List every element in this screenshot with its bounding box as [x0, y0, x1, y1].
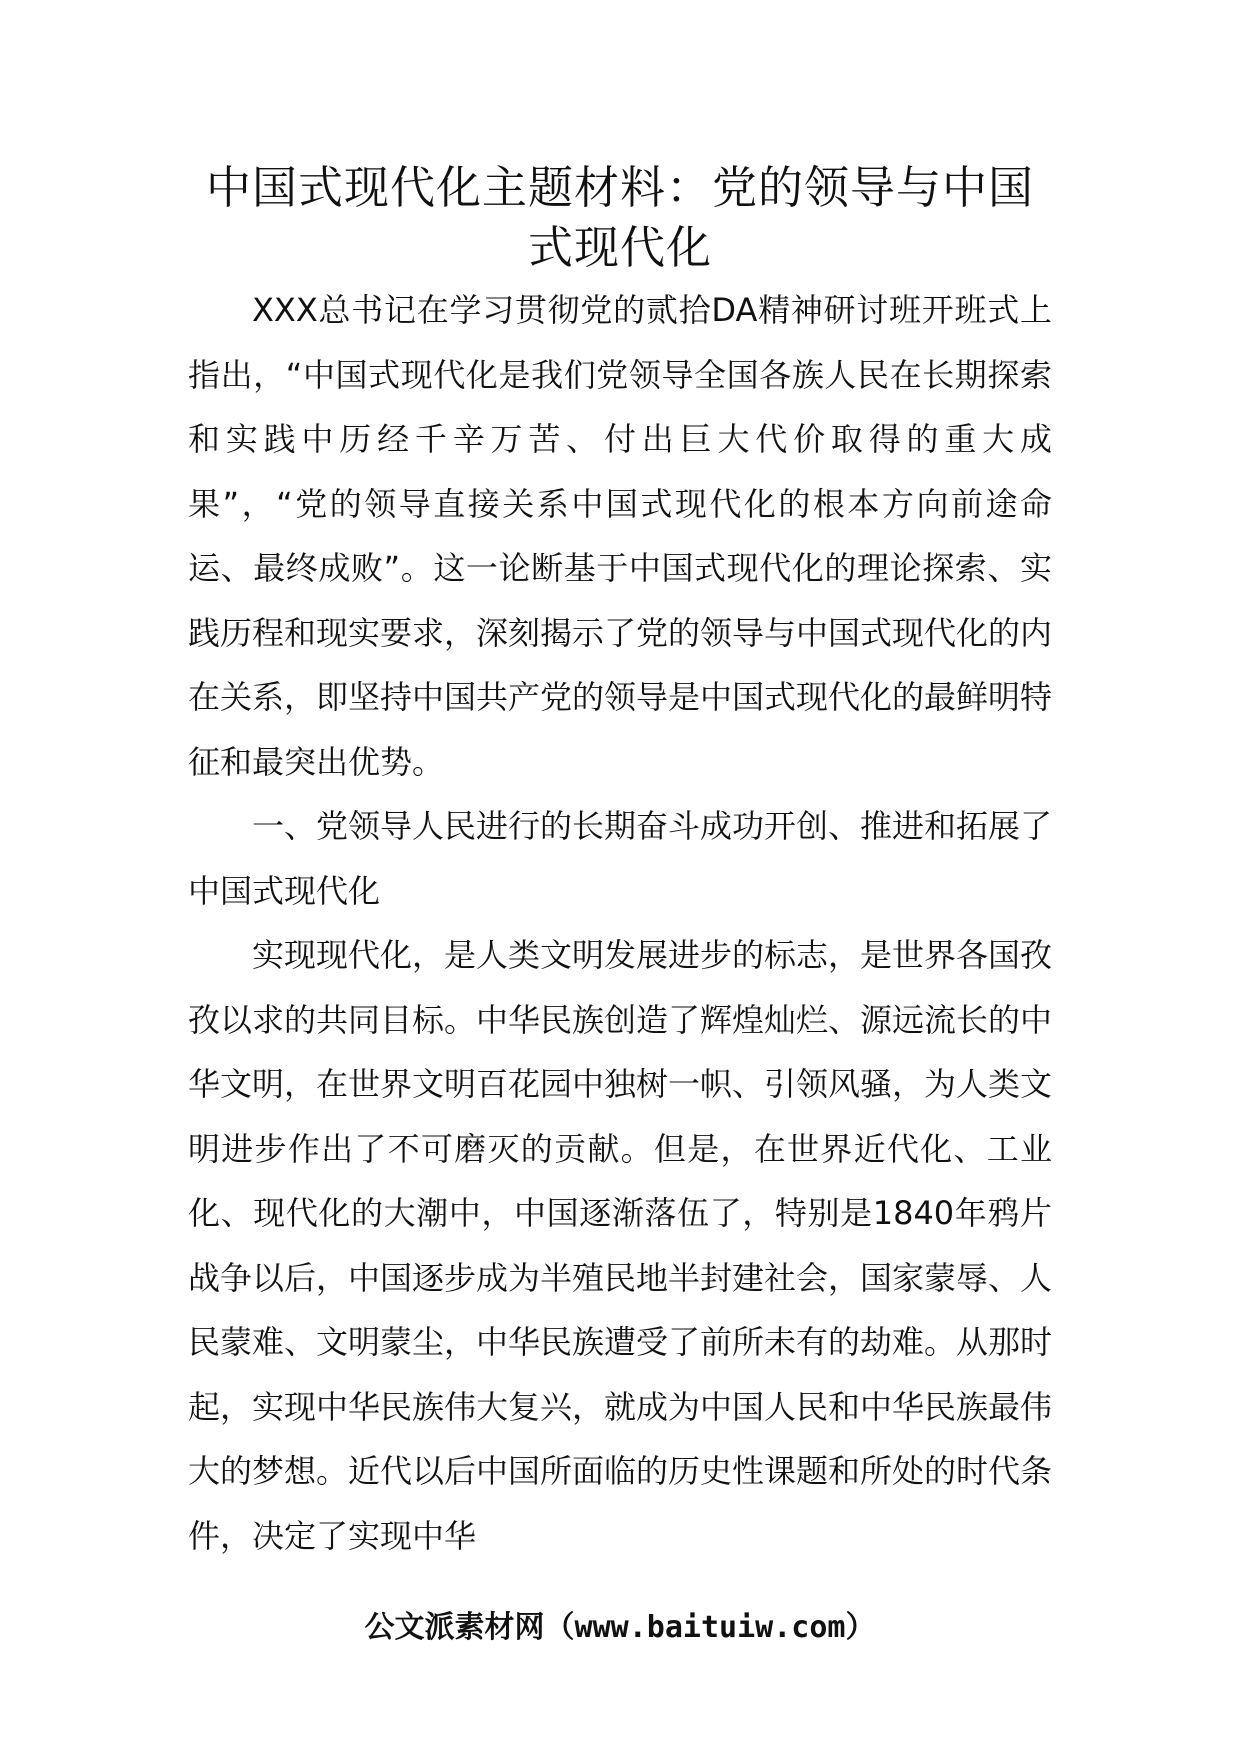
- paragraph-intro: XXX总书记在学习贯彻党的贰拾DA精神研讨班开班式上指出，“中国式现代化是我们党领导全国各族人民在长期探索和实践中历经千辛万苦、付出巨大代价取得的重大成果”，“党的领导直接关系中国式现代化的根本方向前途命运、最终成败”。这一论断基于中国式现代化的理论探索、实践历程和现实要求，深刻揭示了党的领导与中国式现代化的内在关系，即坚持中国共产党的领导是中国式现代化的最鲜明特征和最突出优势。: [188, 291, 1053, 781]
- paragraph-section-1: 实现现代化，是人类文明发展进步的标志，是世界各国孜孜以求的共同目标。中华民族创造了辉煌灿烂、源远流长的中华文明，在世界文明百花园中独树一帜、引领风骚，为人类文明进步作出了不可磨灭的贡献。但是，在世界近代化、工业化、现代化的大潮中，中国逐渐落伍了，特别是1840年鸦片战争以后，中国逐步成为半殖民地半封建社会，国家蒙辱、人民蒙难、文明蒙尘，中华民族遭受了前所未有的劫难。从那时起，实现中华民族伟大复兴，就成为中国人民和中华民族最伟大的梦想。近代以后中国所面临的历史性课题和所处的时代条件，决定了实现中华: [188, 936, 1053, 1555]
- document-title: 中国式现代化主题材料：党的领导与中国式现代化: [205, 161, 1034, 274]
- footer-url: www.baituiw.com: [574, 1610, 846, 1645]
- footer-site-name: 公文派素材网（: [364, 1610, 575, 1645]
- footer-watermark: [0, 1608, 1240, 1648]
- footer-close: ）: [845, 1610, 876, 1645]
- section-heading-1: 一、党领导人民进行的长期奋斗成功开创、推进和拓展了中国式现代化: [188, 807, 1053, 910]
- document-body: [188, 158, 1052, 1568]
